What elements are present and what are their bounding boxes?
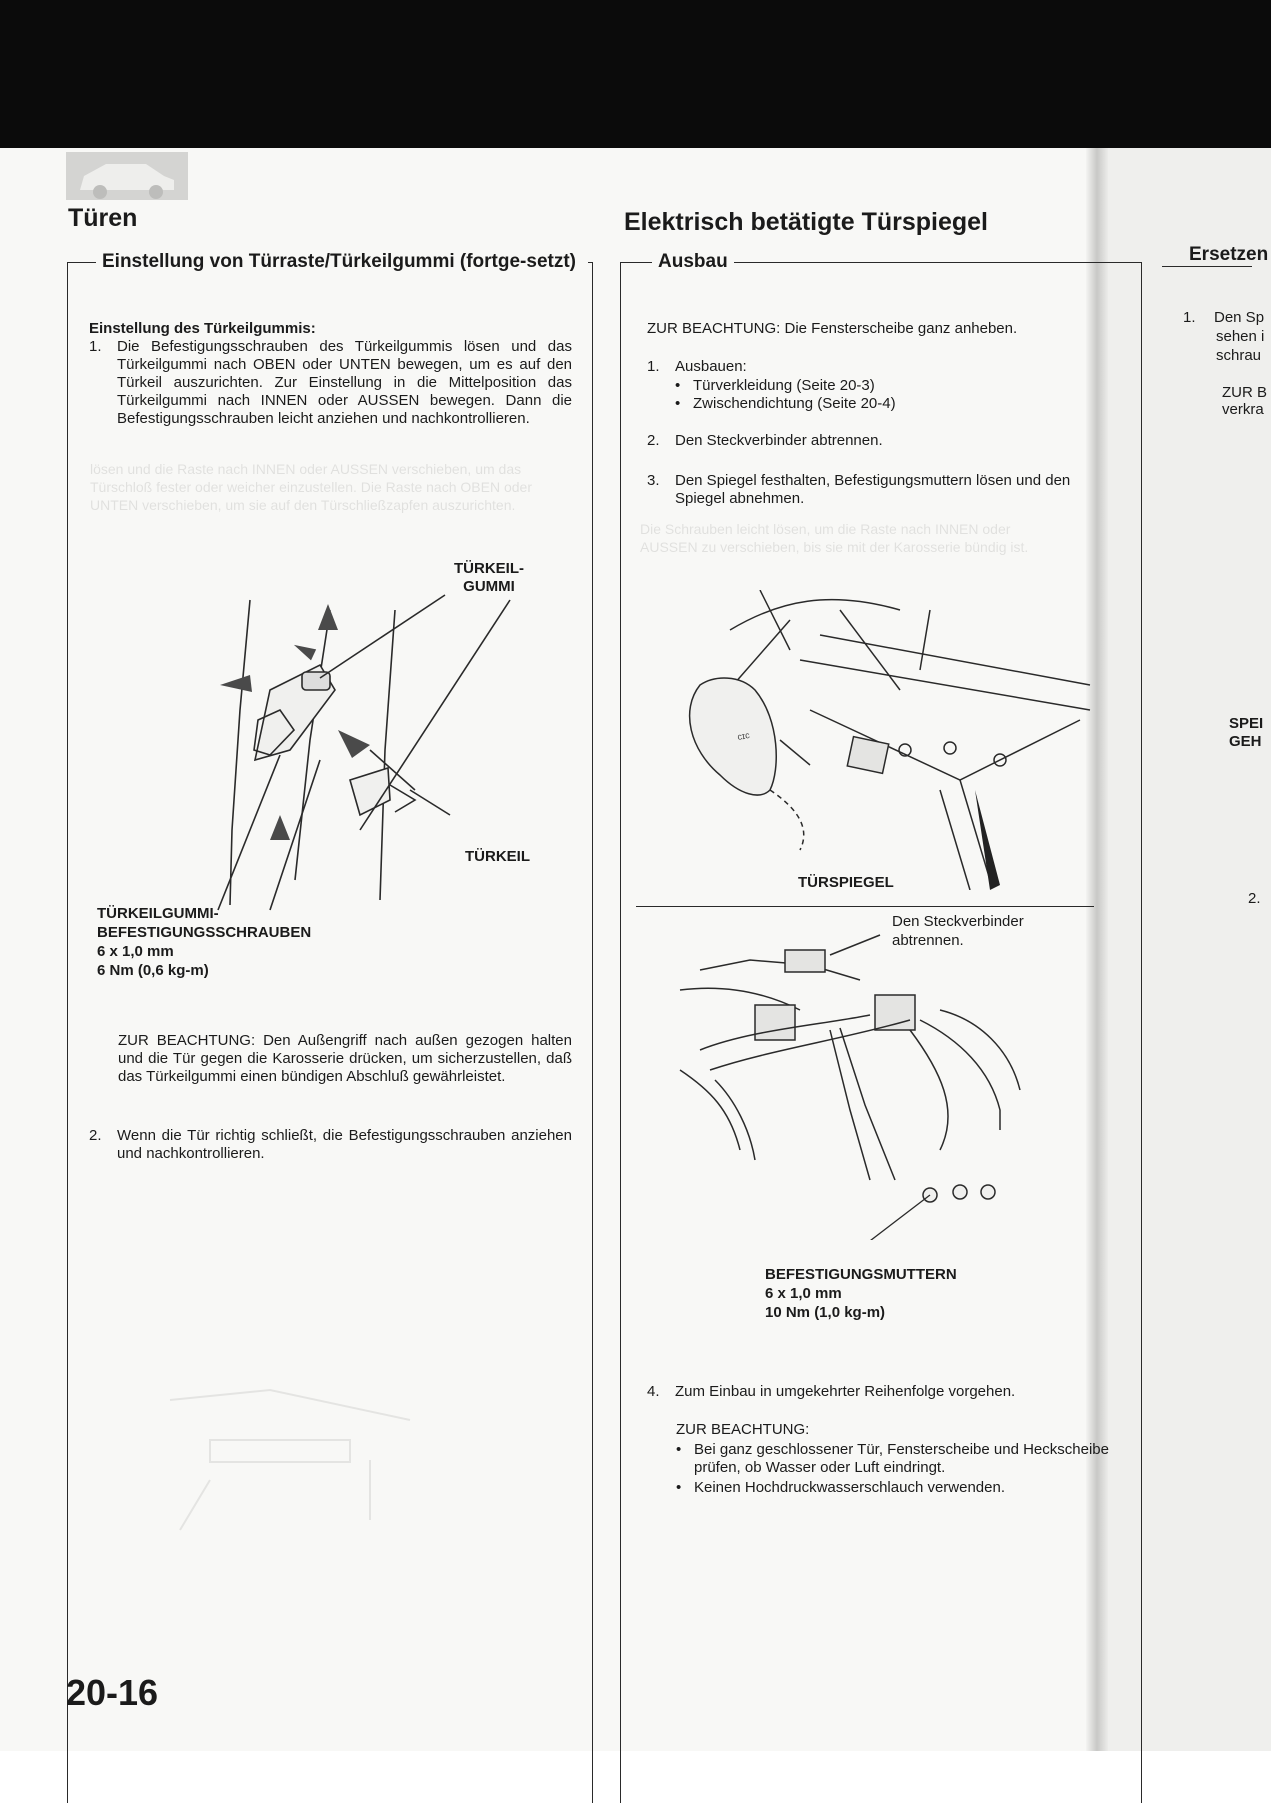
bullet-text: Türverkleidung (Seite 20-3)	[693, 377, 875, 394]
right-step-2-text: Den Steckverbinder abtrennen.	[675, 432, 883, 449]
right-step-1-text: Ausbauen:	[675, 358, 747, 375]
label-connector: Den Steckverbinder abtrennen.	[892, 913, 1024, 949]
right-step-1-bullet-1: • Türverkleidung (Seite 20-3)	[675, 377, 875, 394]
left-step-2	[89, 1127, 572, 1163]
section-title-left: Türen	[68, 204, 138, 232]
label-turkeilgummi: TÜRKEIL- GUMMI	[454, 560, 524, 595]
right-step-3-number: 3.	[647, 472, 660, 489]
next-page-line-1: Den Sp	[1214, 309, 1265, 326]
left-note: ZUR BEACHTUNG: Den Außengriff nach außen gezogen halten und die Tür gegen die Karosserie drücken, um sicherzustellen, daß das Türkeilgummi einen bündigen Abschluß gewährleistet.	[118, 1032, 572, 1085]
label-bolts-4: 6 Nm (0,6 kg-m)	[97, 962, 209, 979]
right-step-2-number: 2.	[647, 432, 660, 449]
svg-text:ᴄɪᴄ: ᴄɪᴄ	[736, 729, 751, 742]
connector-illustration	[640, 910, 1090, 1240]
right-note-2-head: ZUR BEACHTUNG:	[676, 1421, 810, 1438]
next-page-num-2: 2.	[1248, 890, 1261, 907]
left-step-1	[89, 338, 572, 428]
label-bolts-2: BEFESTIGUNGSSCHRAUBEN	[97, 924, 312, 941]
bullet-text: Bei ganz geschlossener Tür, Fensterscheibe und Heckscheibe prüfen, ob Wasser oder Luft eindringt.	[694, 1441, 1109, 1476]
next-page-line-3: schrau	[1216, 347, 1262, 364]
show-through-text: lösen und die Raste nach INNEN oder AUSSEN verschieben, um das Türschloß fester oder weicher einzustellen. Die Raste nach OBEN oder UNTEN verschieben, um sie auf den Türschließzapfen auszurichten.	[90, 461, 532, 513]
next-page-rule	[1162, 266, 1252, 267]
door-mirror-illustration	[660, 590, 1100, 890]
scan-dark-border	[0, 0, 1271, 148]
right-step-1-bullet-2: • Zwischendichtung (Seite 20-4)	[675, 395, 896, 412]
bullet-text: Zwischendichtung (Seite 20-4)	[693, 395, 896, 412]
right-step-4	[647, 1383, 1087, 1401]
label-bolts-1: TÜRKEILGUMMI-	[97, 905, 219, 922]
right-step-2	[647, 432, 1087, 450]
car-icon	[66, 152, 188, 200]
left-subheading: Einstellung des Türkeilgummis:	[89, 320, 316, 337]
right-note-2-bullet-2: • Keinen Hochdruckwasserschlauch verwenden.	[676, 1479, 1006, 1496]
next-page-label-2: GEH	[1229, 733, 1262, 750]
right-box-title: Ausbau	[652, 250, 734, 273]
next-page-num-1: 1.	[1183, 309, 1196, 326]
section-car-icon-box	[66, 152, 188, 200]
right-step-4-text: Zum Einbau in umgekehrter Reihenfolge vorgehen.	[675, 1383, 1016, 1400]
next-page-title: Ersetzen	[1189, 244, 1269, 265]
next-page-line-2: sehen i	[1216, 328, 1265, 345]
next-page-line-5: verkra	[1222, 401, 1264, 418]
label-nuts-2: 6 x 1,0 mm	[765, 1285, 842, 1302]
label-bolts-3: 6 x 1,0 mm	[97, 943, 174, 960]
show-through-illustration	[150, 1380, 450, 1550]
left-step-1-text: Die Befestigungsschrauben des Türkeilgummis lösen und das Türkeilgummi nach OBEN oder UNTEN bewegen, um es auf den Türkeil auszurichten. Zur Einstellung in die Mittelposition das Türkeilgummi nach INNEN oder AUSSEN bewegen. Dann die Befestigungsschrauben leicht anziehen und nachkontrollieren.	[117, 338, 572, 427]
next-page-label-1: SPEI	[1229, 715, 1264, 732]
right-step-1-number: 1.	[647, 358, 660, 375]
label-nuts-3: 10 Nm (1,0 kg-m)	[765, 1304, 886, 1321]
label-turkeil: TÜRKEIL	[465, 848, 530, 865]
section-title-right: Elektrisch betätigte Türspiegel	[624, 208, 988, 236]
page-number: 20-16	[66, 1672, 159, 1713]
show-through-text-2: Die Schrauben leicht lösen, um die Raste nach INNEN oder AUSSEN zu verschieben, bis sie mit der Karosserie bündig ist.	[640, 521, 1029, 555]
label-mirror: TÜRSPIEGEL	[798, 874, 894, 891]
next-page-line-4: ZUR B	[1222, 384, 1267, 401]
door-striker-illustration	[210, 580, 580, 920]
bullet-text: Keinen Hochdruckwasserschlauch verwenden.	[694, 1479, 1006, 1496]
left-step-2-text: Wenn die Tür richtig schließt, die Befestigungsschrauben anziehen und nachkontrollieren.	[117, 1127, 572, 1162]
right-step-4-number: 4.	[647, 1383, 660, 1400]
right-step-1	[647, 358, 1087, 376]
label-nuts-1: BEFESTIGUNGSMUTTERN	[765, 1266, 957, 1283]
right-note-2-bullet-1: • Bei ganz geschlossener Tür, Fensterscheibe und Heckscheibe prüfen, ob Wasser oder Luft eindringt.	[676, 1441, 1124, 1477]
left-step-2-number: 2.	[89, 1127, 102, 1144]
left-step-1-number: 1.	[89, 338, 102, 355]
right-step-3	[647, 472, 1092, 508]
right-note-top: ZUR BEACHTUNG: Die Fensterscheibe ganz anheben.	[647, 320, 1018, 337]
illustration-divider	[636, 906, 1094, 907]
right-step-3-text: Den Spiegel festhalten, Befestigungsmuttern lösen und den Spiegel abnehmen.	[675, 472, 1071, 507]
left-box-title: Einstellung von Türraste/Türkeilgummi (fortge-setzt)	[96, 250, 588, 273]
